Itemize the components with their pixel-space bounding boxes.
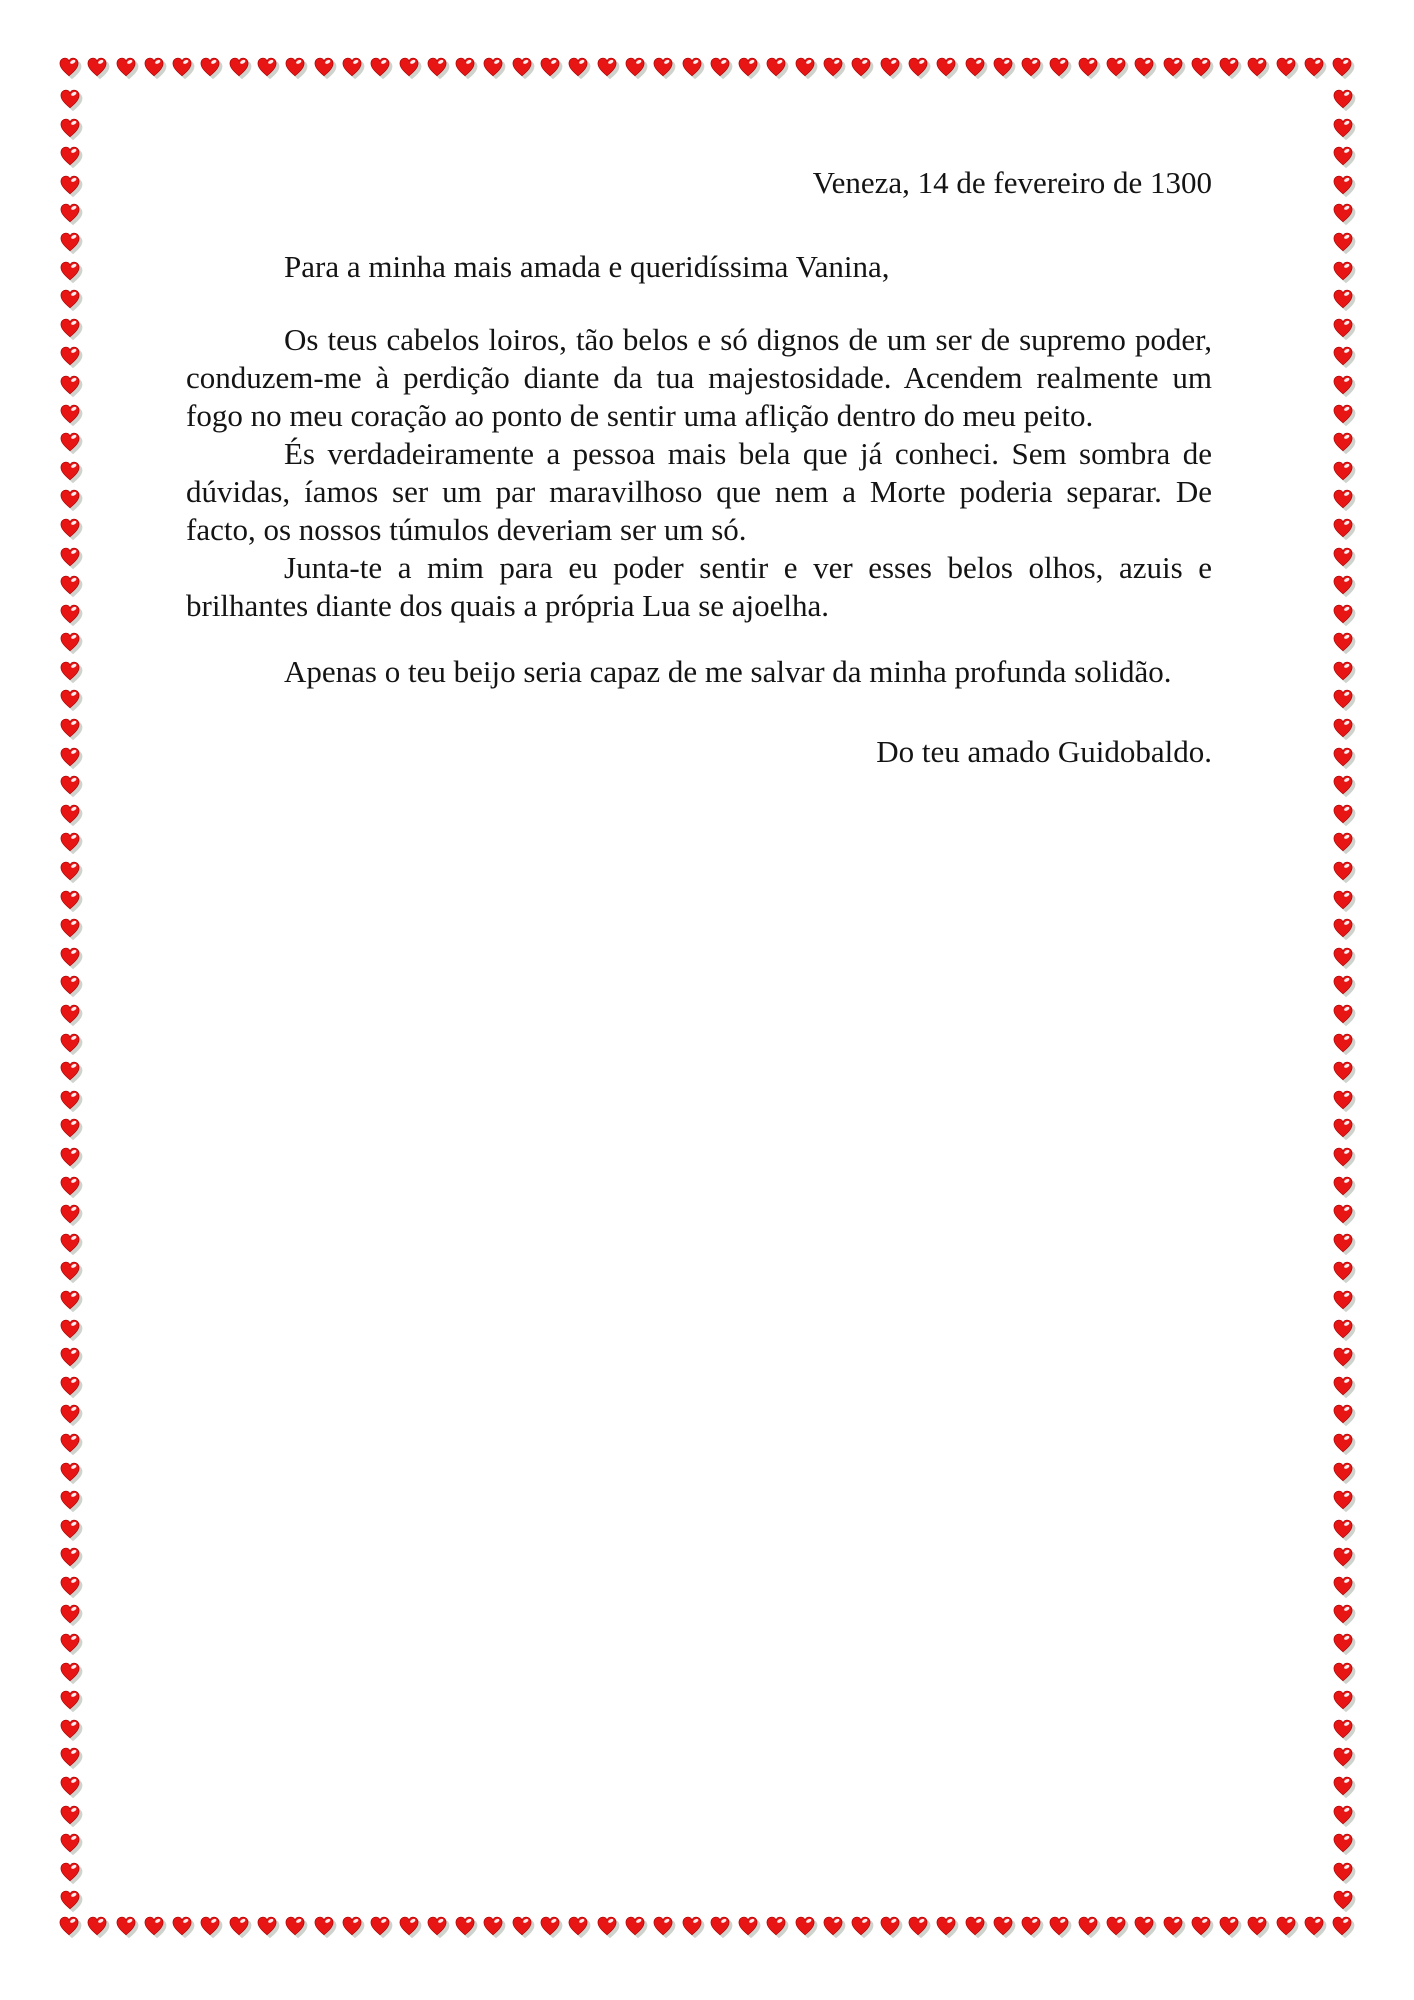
heart-icon [59,1718,81,1740]
heart-icon [1331,56,1353,78]
heart-icon [1332,1632,1354,1654]
heart-border-left [59,88,81,1912]
heart-icon [539,1915,561,1937]
heart-icon [1303,1915,1325,1937]
heart-icon [59,774,81,796]
heart-icon [1332,774,1354,796]
heart-icon [794,1915,816,1937]
heart-icon [59,517,81,539]
heart-icon [1332,1117,1354,1139]
heart-icon [681,1915,703,1937]
heart-icon [624,1915,646,1937]
heart-border-right [1332,88,1354,1912]
heart-icon [59,1518,81,1540]
heart-icon [1133,1915,1155,1937]
heart-icon [1332,1661,1354,1683]
heart-icon [59,1746,81,1768]
heart-icon [1332,1203,1354,1225]
heart-icon [59,717,81,739]
heart-icon [1332,946,1354,968]
heart-icon [1332,1432,1354,1454]
heart-icon [1020,1915,1042,1937]
heart-icon [850,1915,872,1937]
heart-icon [1048,56,1070,78]
heart-icon [284,56,306,78]
heart-icon [567,1915,589,1937]
heart-icon [59,1289,81,1311]
heart-icon [907,1915,929,1937]
heart-icon [1332,603,1354,625]
heart-icon [256,1915,278,1937]
heart-icon [737,1915,759,1937]
heart-icon [1332,374,1354,396]
heart-icon [59,1146,81,1168]
heart-icon [596,56,618,78]
heart-icon [115,1915,137,1937]
heart-icon [709,1915,731,1937]
heart-icon [1332,1804,1354,1826]
heart-border-bottom [58,1915,1354,1939]
heart-icon [1162,1915,1184,1937]
heart-icon [482,56,504,78]
heart-icon [1332,1861,1354,1883]
heart-icon [86,56,108,78]
heart-icon [59,1003,81,1025]
heart-icon [284,1915,306,1937]
heart-icon [511,56,533,78]
heart-icon [59,1203,81,1225]
heart-icon [341,1915,363,1937]
heart-icon [59,1260,81,1282]
heart-icon [59,1804,81,1826]
heart-icon [59,860,81,882]
heart-icon [1332,1032,1354,1054]
heart-icon [256,56,278,78]
heart-icon [313,56,335,78]
heart-icon [171,56,193,78]
heart-icon [1332,746,1354,768]
heart-icon [1332,1489,1354,1511]
heart-icon [1332,1718,1354,1740]
heart-icon [1332,431,1354,453]
heart-icon [59,1117,81,1139]
heart-icon [1332,717,1354,739]
heart-icon [1332,1889,1354,1911]
heart-icon [59,431,81,453]
heart-icon [681,56,703,78]
heart-icon [59,803,81,825]
heart-icon [935,56,957,78]
heart-icon [1332,1689,1354,1711]
heart-icon [1332,803,1354,825]
heart-icon [1077,1915,1099,1937]
heart-icon [1332,517,1354,539]
heart-icon [1162,56,1184,78]
heart-icon [1332,403,1354,425]
heart-icon [59,974,81,996]
heart-icon [1332,1603,1354,1625]
heart-icon [879,1915,901,1937]
heart-icon [59,1775,81,1797]
heart-icon [1332,1832,1354,1854]
heart-icon [1105,1915,1127,1937]
heart-icon [596,1915,618,1937]
heart-icon [59,1060,81,1082]
heart-icon [482,1915,504,1937]
heart-icon [59,1432,81,1454]
heart-icon [765,1915,787,1937]
heart-icon [59,831,81,853]
heart-icon [59,946,81,968]
heart-icon [199,56,221,78]
heart-icon [369,1915,391,1937]
heart-icon [1332,488,1354,510]
heart-icon [1332,660,1354,682]
heart-icon [1332,345,1354,367]
heart-icon [907,56,929,78]
heart-icon [59,603,81,625]
heart-icon [59,88,81,110]
heart-icon [59,460,81,482]
heart-icon [1332,1232,1354,1254]
closing-line: Apenas o teu beijo seria capaz de me salvar da minha profunda solidão. [284,654,1172,689]
heart-icon [59,174,81,196]
heart-icon [59,1232,81,1254]
heart-icon [1332,1746,1354,1768]
heart-icon [58,56,80,78]
heart-icon [1332,460,1354,482]
heart-icon [454,1915,476,1937]
heart-icon [1332,231,1354,253]
heart-icon [1332,1461,1354,1483]
paragraph-3: Junta-te a mim para eu poder sentir e ver esses belos olhos, azuis e brilhantes diante dos quais a própria Lua se ajoelha. [186,550,1212,623]
heart-icon [59,117,81,139]
heart-icon [59,1546,81,1568]
heart-icon [1332,1003,1354,1025]
heart-icon [850,56,872,78]
heart-icon [59,1032,81,1054]
heart-icon [1332,288,1354,310]
paragraph-1: Os teus cabelos loiros, tão belos e só dignos de um ser de supremo poder, conduzem-me à perdição diante da tua majestosidade. Acendem realmente um fogo no meu coração ao ponto de sentir uma aflição dentro do meu peito. [186,322,1212,433]
heart-icon [228,1915,250,1937]
heart-icon [1332,1089,1354,1111]
heart-icon [59,1603,81,1625]
heart-icon [1133,56,1155,78]
heart-icon [1218,1915,1240,1937]
heart-icon [794,56,816,78]
heart-icon [313,1915,335,1937]
heart-icon [426,56,448,78]
heart-icon [1275,56,1297,78]
heart-icon [58,1915,80,1937]
heart-icon [652,56,674,78]
heart-icon [1048,1915,1070,1937]
heart-icon [1332,546,1354,568]
heart-icon [1303,56,1325,78]
heart-icon [143,56,165,78]
heart-icon [59,1661,81,1683]
heart-icon [59,317,81,339]
signature: Do teu amado Guidobaldo. [876,734,1212,769]
heart-icon [737,56,759,78]
heart-icon [1332,1346,1354,1368]
heart-icon [964,56,986,78]
heart-icon [1332,1146,1354,1168]
heart-icon [1331,1915,1353,1937]
heart-icon [59,1318,81,1340]
heart-icon [59,1889,81,1911]
heart-icon [1332,145,1354,167]
heart-icon [59,1832,81,1854]
heart-icon [1332,1060,1354,1082]
heart-icon [59,1861,81,1883]
heart-icon [879,56,901,78]
heart-icon [1332,574,1354,596]
heart-icon [59,1175,81,1197]
heart-icon [1332,260,1354,282]
heart-icon [398,56,420,78]
heart-icon [59,145,81,167]
heart-icon [822,56,844,78]
heart-icon [59,660,81,682]
heart-icon [1332,889,1354,911]
heart-icon [59,403,81,425]
heart-icon [1332,1375,1354,1397]
heart-icon [115,56,137,78]
heart-icon [1105,56,1127,78]
paragraph-2: És verdadeiramente a pessoa mais bela que já conheci. Sem sombra de dúvidas, íamos ser um par maravilhoso que nem a Morte poderia separar. De facto, os nossos túmulos deveriam ser um só. [186,436,1212,547]
heart-icon [992,1915,1014,1937]
heart-icon [935,1915,957,1937]
heart-icon [1332,88,1354,110]
heart-icon [511,1915,533,1937]
heart-icon [59,1346,81,1368]
heart-icon [1077,56,1099,78]
heart-icon [59,631,81,653]
heart-icon [59,345,81,367]
heart-icon [1332,202,1354,224]
heart-icon [624,56,646,78]
heart-icon [1332,831,1354,853]
heart-icon [59,889,81,911]
heart-icon [59,374,81,396]
heart-icon [1332,1289,1354,1311]
heart-icon [59,488,81,510]
heart-icon [228,56,250,78]
heart-icon [1332,1403,1354,1425]
heart-icon [59,1689,81,1711]
heart-icon [59,546,81,568]
heart-icon [1332,631,1354,653]
heart-icon [1020,56,1042,78]
heart-icon [652,1915,674,1937]
heart-icon [1332,1775,1354,1797]
heart-icon [59,574,81,596]
heart-icon [59,202,81,224]
heart-icon [143,1915,165,1937]
heart-icon [1275,1915,1297,1937]
heart-icon [86,1915,108,1937]
heart-icon [964,1915,986,1937]
heart-icon [567,56,589,78]
heart-icon [59,231,81,253]
heart-icon [1218,56,1240,78]
salutation: Para a minha mais amada e queridíssima Vanina, [284,249,890,284]
heart-icon [1332,117,1354,139]
letter-body [186,164,1212,771]
heart-icon [59,1489,81,1511]
heart-icon [1332,1546,1354,1568]
heart-icon [59,1632,81,1654]
heart-icon [341,56,363,78]
heart-icon [59,1403,81,1425]
heart-icon [59,260,81,282]
heart-icon [1332,174,1354,196]
heart-icon [822,1915,844,1937]
heart-icon [765,56,787,78]
heart-icon [59,1461,81,1483]
heart-icon [59,1375,81,1397]
heart-icon [398,1915,420,1937]
heart-icon [1190,56,1212,78]
heart-icon [1332,1318,1354,1340]
heart-icon [1332,1575,1354,1597]
heart-icon [1246,56,1268,78]
heart-icon [1332,1175,1354,1197]
heart-icon [1246,1915,1268,1937]
heart-icon [59,746,81,768]
heart-icon [454,56,476,78]
heart-border-top [58,56,1354,80]
heart-icon [59,1575,81,1597]
heart-icon [199,1915,221,1937]
heart-icon [709,56,731,78]
heart-icon [1190,1915,1212,1937]
heart-icon [1332,917,1354,939]
heart-icon [369,56,391,78]
heart-icon [1332,1260,1354,1282]
heart-icon [1332,860,1354,882]
heart-icon [1332,974,1354,996]
heart-icon [59,288,81,310]
heart-icon [1332,317,1354,339]
dateline: Veneza, 14 de fevereiro de 1300 [812,165,1212,200]
heart-icon [171,1915,193,1937]
heart-icon [426,1915,448,1937]
heart-icon [59,917,81,939]
heart-icon [992,56,1014,78]
heart-icon [1332,688,1354,710]
heart-icon [1332,1518,1354,1540]
heart-icon [59,1089,81,1111]
heart-icon [539,56,561,78]
heart-icon [59,688,81,710]
